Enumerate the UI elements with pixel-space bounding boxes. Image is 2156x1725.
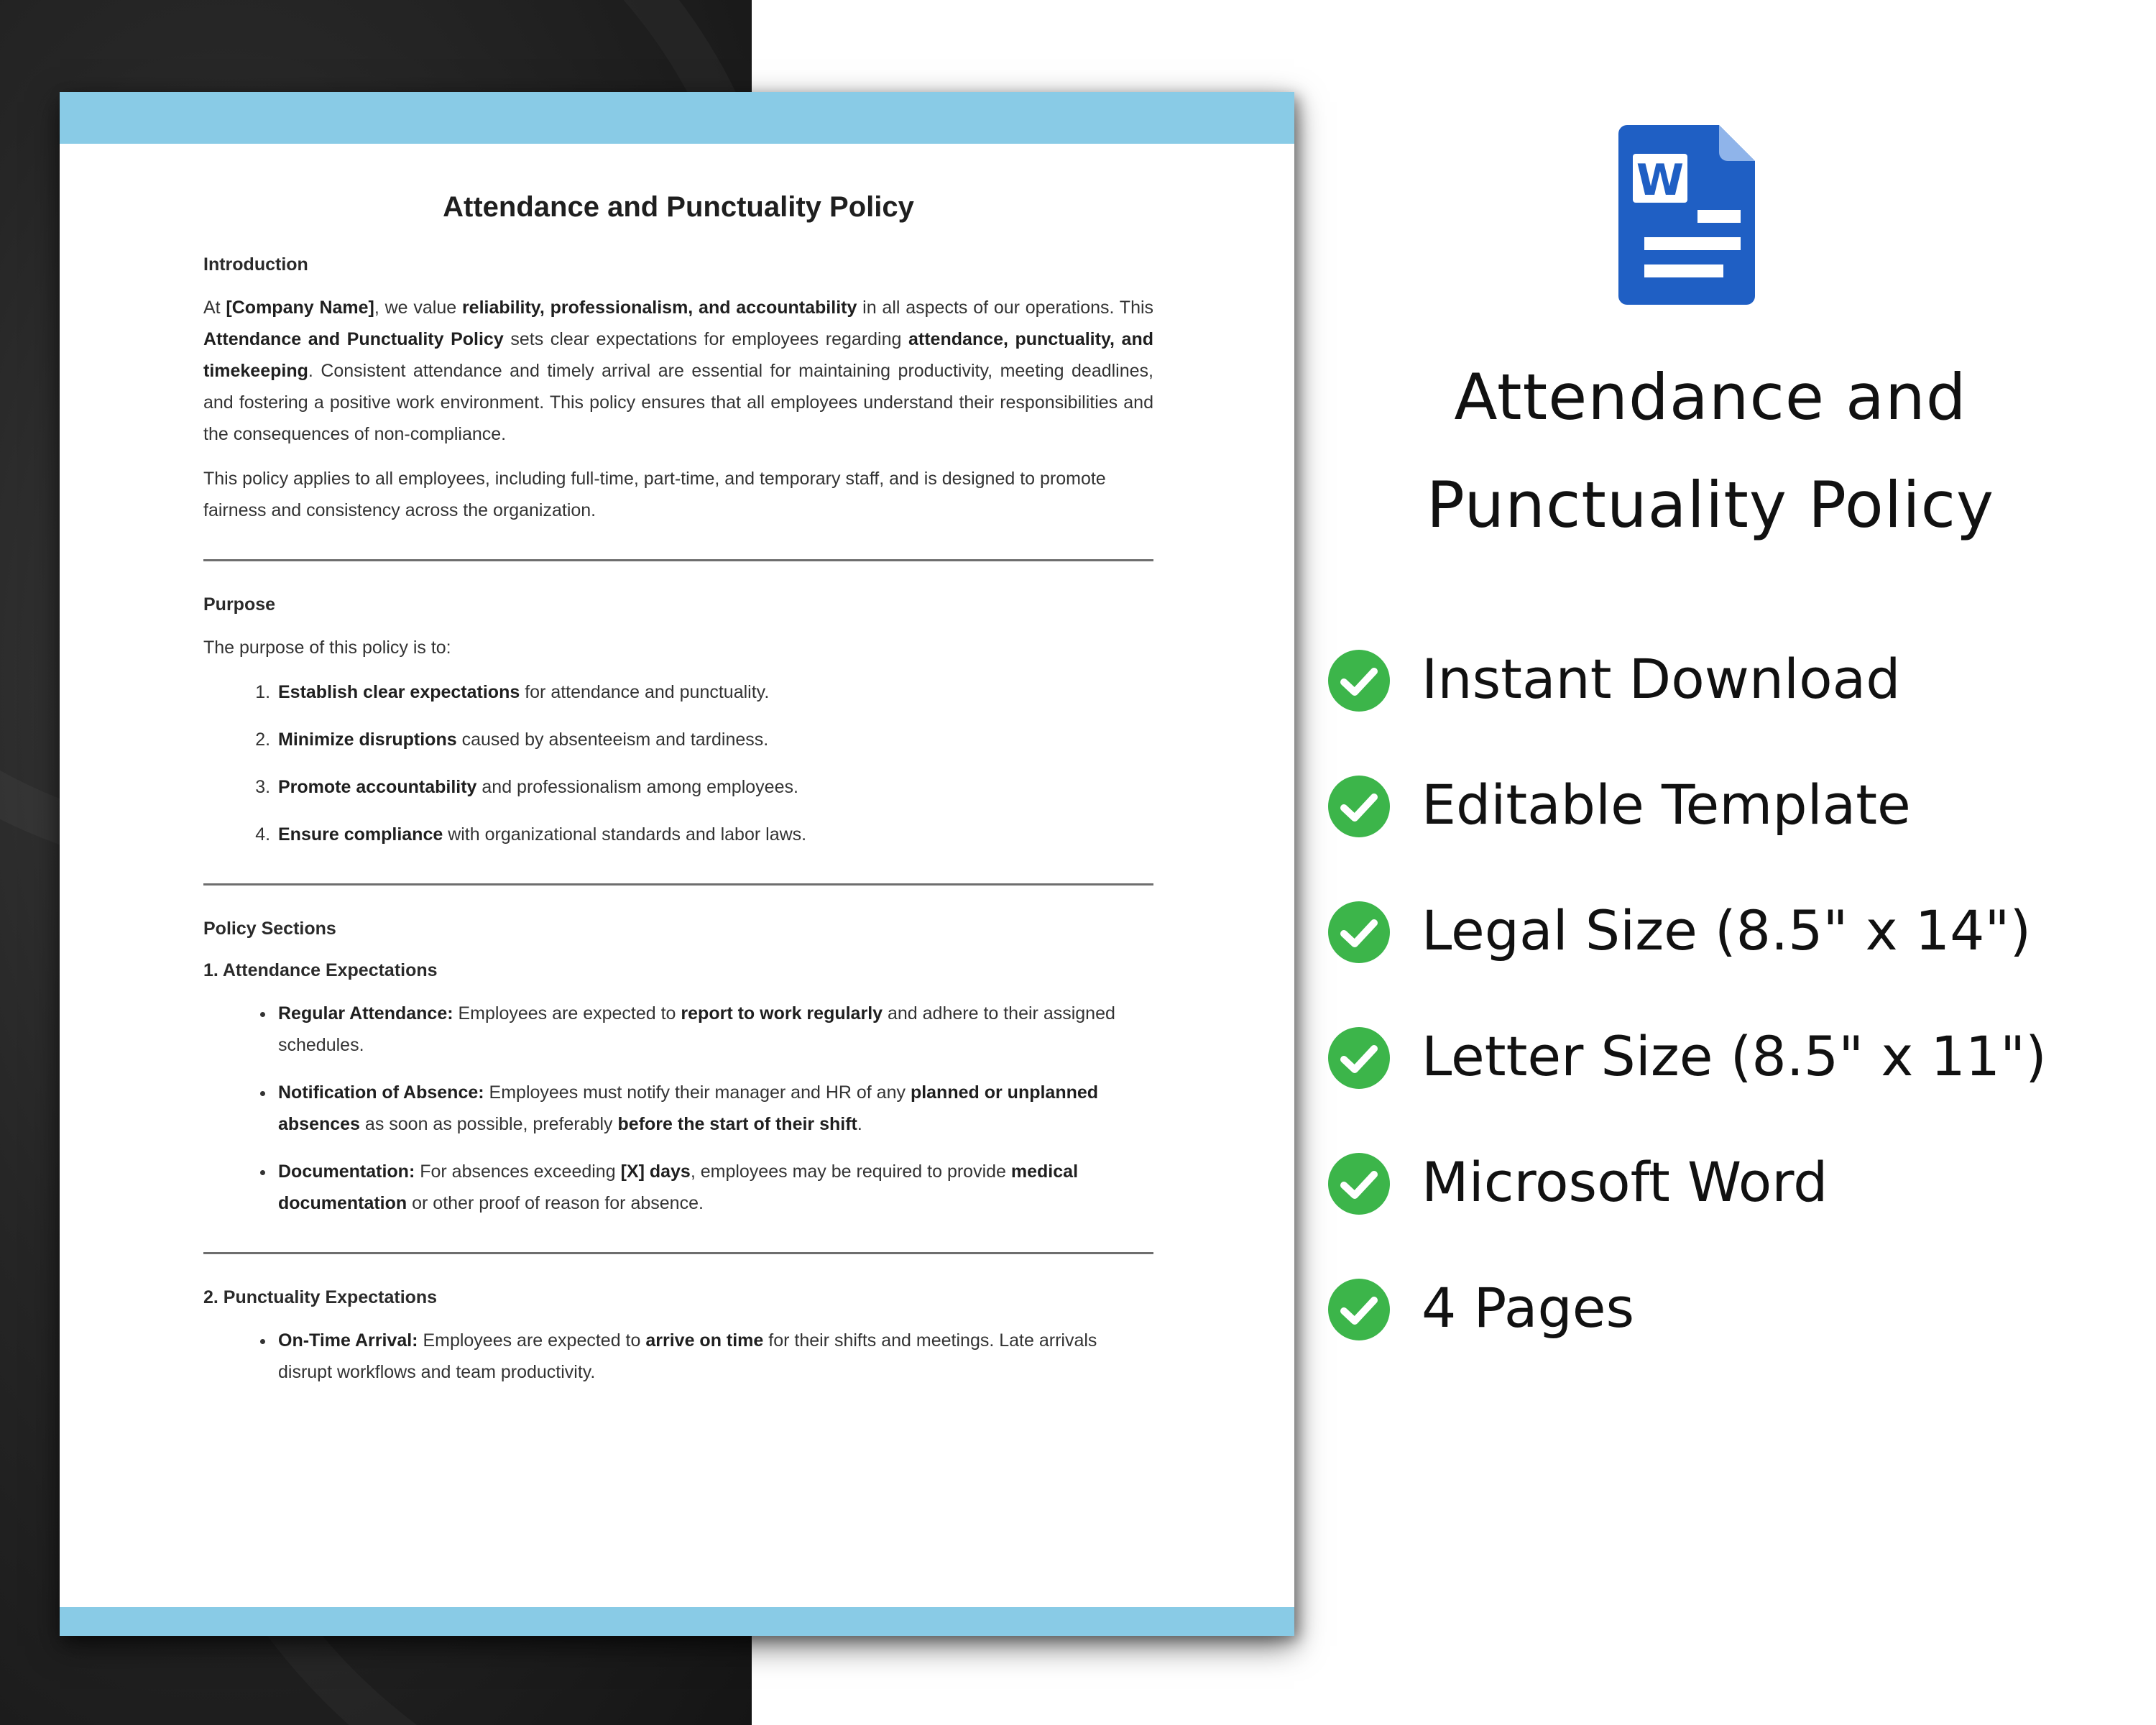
feature-label: Microsoft Word [1422,1150,1828,1214]
check-circle-icon [1328,1279,1390,1340]
feature-label: Instant Download [1422,647,1901,711]
feature-item [1328,765,2140,891]
punctuality-expectations-heading: 2. Punctuality Expectations [203,1287,438,1307]
product-title-line-1: Attendance and [1454,360,1967,434]
check-circle-icon [1328,1027,1390,1089]
purpose-item: 3. Promote accountability and professionalism among employees. [275,771,1153,803]
check-circle-icon [1328,901,1390,963]
purpose-heading: Purpose [203,594,276,615]
feature-label: 4 Pages [1422,1276,1635,1340]
document-title: Attendance and Punctuality Policy [443,191,914,223]
notification-of-absence-item: • Notification of Absence: Employees must notify their manager and HR of any planned or unplanned absences as soon as possible, preferably before the start of their shift. [275,1077,1153,1140]
purpose-item: 4. Ensure compliance with organizational standards and labor laws. [275,819,1153,850]
introduction-paragraph-1: At [Company Name], we value reliability, professionalism, and accountability in all aspects of our operations. This Attendance and Punctuality Policy sets clear expectations for employees regarding attendance, punctuality, and timekeeping. Consistent attendance and timely arrival are essential for maintaining productivity, meeting deadlines, and fostering a positive work environment. This policy ensures that all employees understand their responsibilities and the consequences of non-compliance. [203,298,1154,444]
documentation-item: • Documentation: For absences exceeding [X] days, employees may be required to provide medical documentation or other proof of reason for absence. [275,1156,1153,1219]
document-top-bar [60,92,1294,144]
purpose-item: 1. Establish clear expectations for attendance and punctuality. [275,676,1153,708]
purpose-item: 2. Minimize disruptions caused by absenteeism and tardiness. [275,724,1153,755]
attendance-expectations-heading: 1. Attendance Expectations [203,960,438,980]
section-divider [203,1252,1153,1254]
document-bottom-bar [60,1607,1294,1636]
section-divider [203,559,1153,561]
section-divider [203,883,1153,886]
feature-list [1328,640,2140,1394]
check-circle-icon [1328,1153,1390,1215]
punctuality-list [203,1325,1153,1388]
introduction-heading: Introduction [203,254,308,275]
microsoft-word-icon [1618,125,1755,305]
document-preview [60,92,1294,1636]
document-content [203,185,1153,1404]
product-title [1337,344,2084,559]
policy-sections-heading: Policy Sections [203,919,336,939]
feature-label: Legal Size (8.5" x 14") [1422,898,2032,962]
check-circle-icon [1328,650,1390,712]
product-title-line-2: Punctuality Policy [1426,468,1995,542]
regular-attendance-item: • Regular Attendance: Employees are expected to report to work regularly and adhere to their assigned schedules. [275,998,1153,1061]
purpose-intro: The purpose of this policy is to: [203,638,451,658]
feature-label: Letter Size (8.5" x 11") [1422,1024,2047,1088]
word-icon-letter: W [1636,155,1685,206]
attendance-list [203,998,1153,1219]
on-time-arrival-item: • On-Time Arrival: Employees are expected to arrive on time for their shifts and meetings. Late arrivals disrupt workflows and team productivity. [275,1325,1153,1388]
feature-item [1328,1017,2140,1143]
feature-label: Editable Template [1422,773,1911,837]
feature-item [1328,1143,2140,1269]
feature-item [1328,891,2140,1017]
purpose-list [203,676,1153,850]
check-circle-icon [1328,776,1390,837]
feature-item [1328,1269,2140,1394]
introduction-paragraph-2: This policy applies to all employees, including full-time, part-time, and temporary staff, and is designed to promote fairness and consistency across the organization. [203,469,1106,520]
feature-item [1328,640,2140,765]
